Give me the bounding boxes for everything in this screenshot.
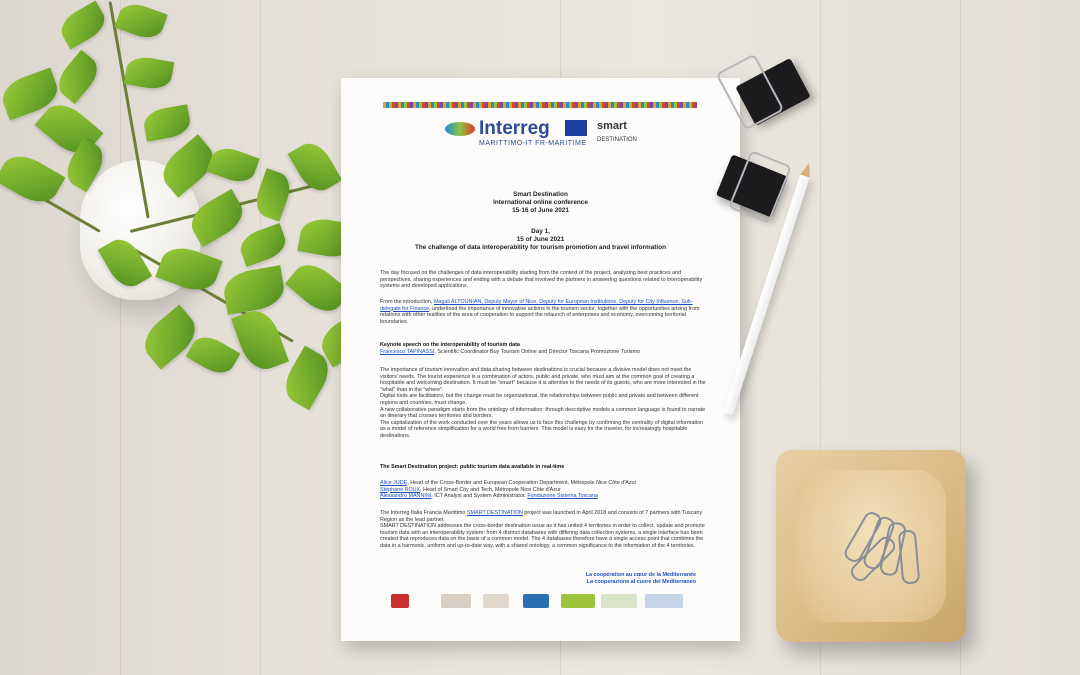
keynote-role: , Scientific Coordinator Buy Tourism Online and Director Toscana Promozione Turismo — [434, 348, 640, 355]
paperclip — [898, 529, 921, 584]
leaf — [142, 104, 193, 142]
tapinassi-link[interactable]: Francesco TAPINASSI — [380, 348, 435, 355]
partner-logos — [391, 594, 691, 610]
paragraph-introduction — [380, 299, 706, 325]
leaf — [0, 148, 65, 211]
pencil-tip — [800, 161, 814, 177]
partner-logo-liguria — [483, 594, 509, 608]
launch-prefix: The Interreg Italia Francia Marittimo — [380, 510, 467, 516]
paragraph-interoperability: SMART DESTINATION addresses the cross-border destination issue as it has united 4 territories in order to collect, update and promote tourism data with an interoperability system: from 4 distinct databases with differing data collection systems, a single interface has been created that reproduces data on the basis of a common model. The 4 databases therefore have a single access point that combines the data in a harmonic, uniform and up-to-date way, with a shared ontology, a common significance to the information of the 4 territories. — [380, 523, 705, 549]
wooden-tray — [776, 450, 966, 642]
leaf — [186, 331, 241, 380]
header-line-1: Smart Destination — [513, 191, 568, 198]
interreg-logo: Interreg — [479, 118, 550, 139]
slogan-it: La cooperazione al cuore del Mediterraneo — [586, 579, 696, 585]
leaf — [124, 54, 175, 92]
roux-role: , Head of Smart City and Tech, Métropole Nice Côte d'Azur — [420, 486, 561, 493]
paragraph-intro: The day focused on the challenges of data interoperability starting from the context of the project, analyzing best practices and perspectives, sharing experiences and ending with a debate that involved the partners in answering questions related to interoperability systems and developed applications. — [380, 270, 703, 290]
speakers-list — [380, 480, 706, 500]
smart-destination-logo — [597, 120, 637, 144]
smart-destination-link[interactable]: SMART DESTINATION — [466, 510, 523, 516]
day-date: 15 of June 2021 — [516, 236, 565, 243]
logo-bar — [441, 118, 641, 150]
speaker-row — [380, 480, 706, 487]
destination-logo-text: DESTINATION — [597, 137, 637, 143]
leaf — [56, 1, 111, 50]
partner-logo-regione — [561, 594, 595, 608]
day-title: The challenge of data interoperability for tourism promotion and travel information — [414, 244, 667, 251]
closing-slogans — [566, 572, 696, 586]
project-heading-text: The Smart Destination project: public tourism data available in real-time — [380, 464, 565, 470]
paragraph-launch — [380, 510, 706, 523]
intro-prefix: From the introduction, — [380, 299, 434, 305]
paragraph-capitalization: The capitalization of the work conducted over the years allows us to face this challenge by confirming the centrality of digital information as a model of reference simplification for a world free from barriers. This model is easy for the traveler, for increasingly hospitable destinations. — [380, 419, 704, 439]
smart-logo-text: smart — [597, 120, 627, 132]
keynote-section — [380, 342, 706, 355]
speaker-row — [380, 493, 706, 500]
leaf — [231, 305, 289, 375]
keynote-heading: Keynote speech on the interoperability of tourism data — [380, 342, 520, 348]
wood-grain — [120, 0, 121, 675]
slogan-fr: La coopération au cœur de la Méditerranée — [585, 572, 696, 578]
fst-link[interactable]: Fondazione Sistema Toscana — [527, 493, 598, 500]
altounian-link[interactable]: Magali ALTOUNIAN, Deputy Mayor of Nice, Deputy for European Institutions, Deputy for City Influence, Sub-delegate for Finance — [380, 299, 693, 312]
header-stripes — [383, 102, 697, 108]
speaker-row — [380, 487, 706, 494]
intro-suffix: , underlined the importance of innovative actions in the tourism sector, together with the opportunities arising from relations with other realities of the area of cooperation to support the relaunch of enterprises and economy, overcoming territorial boundaries. — [380, 305, 700, 325]
project-heading — [380, 464, 706, 471]
jude-link[interactable]: Alice JUDE — [380, 480, 408, 486]
roux-link[interactable]: Stéphane ROUX — [380, 486, 421, 493]
launch-suffix: project was launched in April 2018 and consists of 7 partners with Tuscany Region as the lead partner. — [380, 510, 703, 523]
day-label: Day 1, — [531, 228, 550, 235]
program-name: MARITTIMO-IT FR-MARITIME — [479, 140, 587, 147]
partner-logo-metropole — [523, 594, 549, 608]
partner-logo-corsica — [601, 594, 637, 608]
keynote-body — [380, 367, 706, 440]
partner-logo-fondazione — [645, 594, 683, 608]
header-line-2: International online conference — [493, 199, 588, 206]
eu-flag-icon — [565, 120, 587, 136]
paragraph-digital-tools: Digital tools are facilitators, but the change must be organizational, the relationships between public and private and between different regions and countries, must change. — [380, 393, 699, 406]
leaf — [114, 0, 167, 43]
leaf — [251, 168, 295, 221]
project-description — [380, 510, 706, 550]
header-line-3: 15-16 of June 2021 — [512, 207, 569, 214]
mannini-role: , ICT Analyst and System Administrator, — [431, 493, 528, 500]
mannini-link[interactable]: Alessandro MANNINI — [380, 493, 432, 500]
leaf — [236, 223, 289, 267]
leaf — [221, 265, 287, 315]
jude-role: , Head of the Cross-Border and European Cooperation Department, Métropole Nice Côte d'Azur — [407, 480, 637, 486]
leaf — [206, 143, 259, 187]
paragraph-paradigm: A new collaborative paradigm starts from the ontology of information: through descriptive models a common language is found to narrate an itinerary that crosses territories and borders. — [380, 406, 706, 420]
paragraph-importance: The importance of tourism innovation and data sharing between destinations is crucial because a divisive model does not meet the visitors' needs. The tourist experience is a combination of actors, public and private, who must aim at the common goal of creating a hospitable and welcoming destination. It must be "smart" because it is attentive to the needs of its guests, who are more interested in the "what" than in the "where". — [380, 367, 706, 393]
leaf — [52, 50, 105, 105]
conference-document — [341, 78, 740, 641]
interreg-swoosh-icon — [445, 122, 475, 136]
partner-logo-toscana — [391, 594, 409, 608]
header-block — [341, 191, 740, 215]
day-block — [341, 228, 740, 252]
partner-logo-sardegna — [441, 594, 471, 608]
tray-recess — [796, 470, 946, 622]
